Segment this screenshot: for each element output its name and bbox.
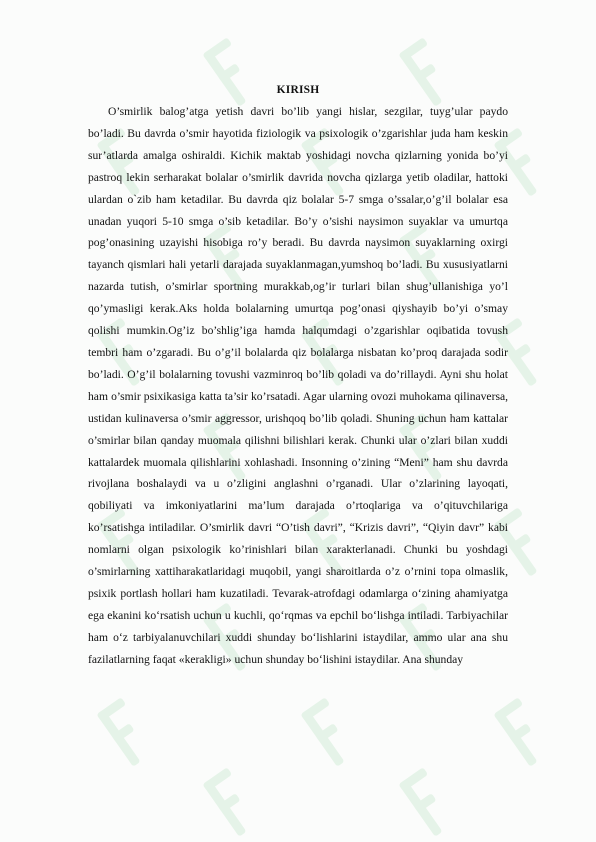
- document-title: KIRISH: [276, 84, 320, 96]
- document-content: [88, 82, 508, 671]
- watermark-logo: [198, 765, 271, 842]
- body-paragraph: O’smirlik balog’atga yetish davri bo’lib yangi hislar, sezgilar, tuyg’ular paydo bo’ladi. Bu davrda o’smir hayotida fiziologik va psixologik o’zgarishlar juda ham keskin sur’atlarda amalga oshiraldi. Kichik maktab yoshidagi novcha qizlarning yonida bo’yi pastroq lekin serharakat bolalar o’smirlik davrida novcha qizlarga yetib oladilar, hattoki ulardan o`zib ham ketadilar. Bu davrda qiz bolalar 5-7 smga o’ssalar,o’g’il bolalar esa unadan yuqori 5-10 smga o’sib ketadilar. Bo’y o’sishi naysimon suyaklar va umurtqa pog’onasining uzayishi hisobiga ro’y beradi. Bu davrda naysimon suyaklarning oxirgi tayanch qismlari hali yetarli darajada suyaklanmagan,yumshoq bo’ladi. Bu xususiyatlarni nazarda tutish, o’smirlar sportning murakkab,og’ir turlari bilan shug’ullanishiga yo’l qo’ymasligi kerak.Aks holda bolalarning umurtqa pog’onasi qiyshayib bo’yi o’smay qolishi mumkin.Og’iz bo’shlig’iga hamda halqumdagi o’zgarishlar oqibatida tovush tembri ham o’zgaradi. Bu o’g’il bolalarda qiz bolalarga nisbatan ko’proq darajada sodir bo’ladi. O’g’il bolalarning tovushi vazminroq bo’lib qoladi va do’rillaydi. Ayni shu holat ham o’smir psixikasiga katta ta’sir ko’rsatadi. Agar ularning ovozi muhokama qilinaversa, ustidan kulinaversa o’smir aggressor, urishqoq bo’lib qoladi. Shuning uchun ham kattalar o’smirlar bilan qanday muomala qilishni bilishlari kerak. Chunki ular o’zlari bilan xuddi kattalardek muomala qilishlarini xohlashadi. Insonning o’zining “Meni” ham shu davrda rivojlana boshalaydi va u o’zligini anglashni o’rganadi. Ular o’zlarining layoqati, qobiliyati va imkoniyatlarini ma’lum darajada o’rtoqlariga va o’qituvchilariga ko’rsatishga intiladilar. O’smirlik davri “O’tish davri”, “Krizis davri”, “Qiyin davr” kabi nomlarni olgan psixologik ko’rinishlari bilan xarakterlanadi. Chunki bu yoshdagi o’smirlarning xattiharakatlaridagi muqobil, yangi sharoitlarda o’z o’rnini topa olmaslik, psixik portlash hollari ham kuzatiladi. Tevarak-atrofdagi odamlarga o‘zining ahamiyatga ega ekanini ko‘rsatish uchun u kuchli, qo‘rqmas va epchil bo‘lishga intiladi. Tarbiyachilar ham o‘z tarbiyalanuvchilari xuddi shunday bo‘lishlarini istaydilar, ammo ular ana shu fazilatlarning faqat «kerakligi» uchun shunday bo‘lishini istaydilar. Ana shunday: [88, 105, 508, 666]
- watermark-logo: [92, 695, 165, 775]
- watermark-logo: [489, 695, 562, 775]
- watermark-logo: [394, 765, 467, 842]
- watermark-logo: [296, 695, 369, 775]
